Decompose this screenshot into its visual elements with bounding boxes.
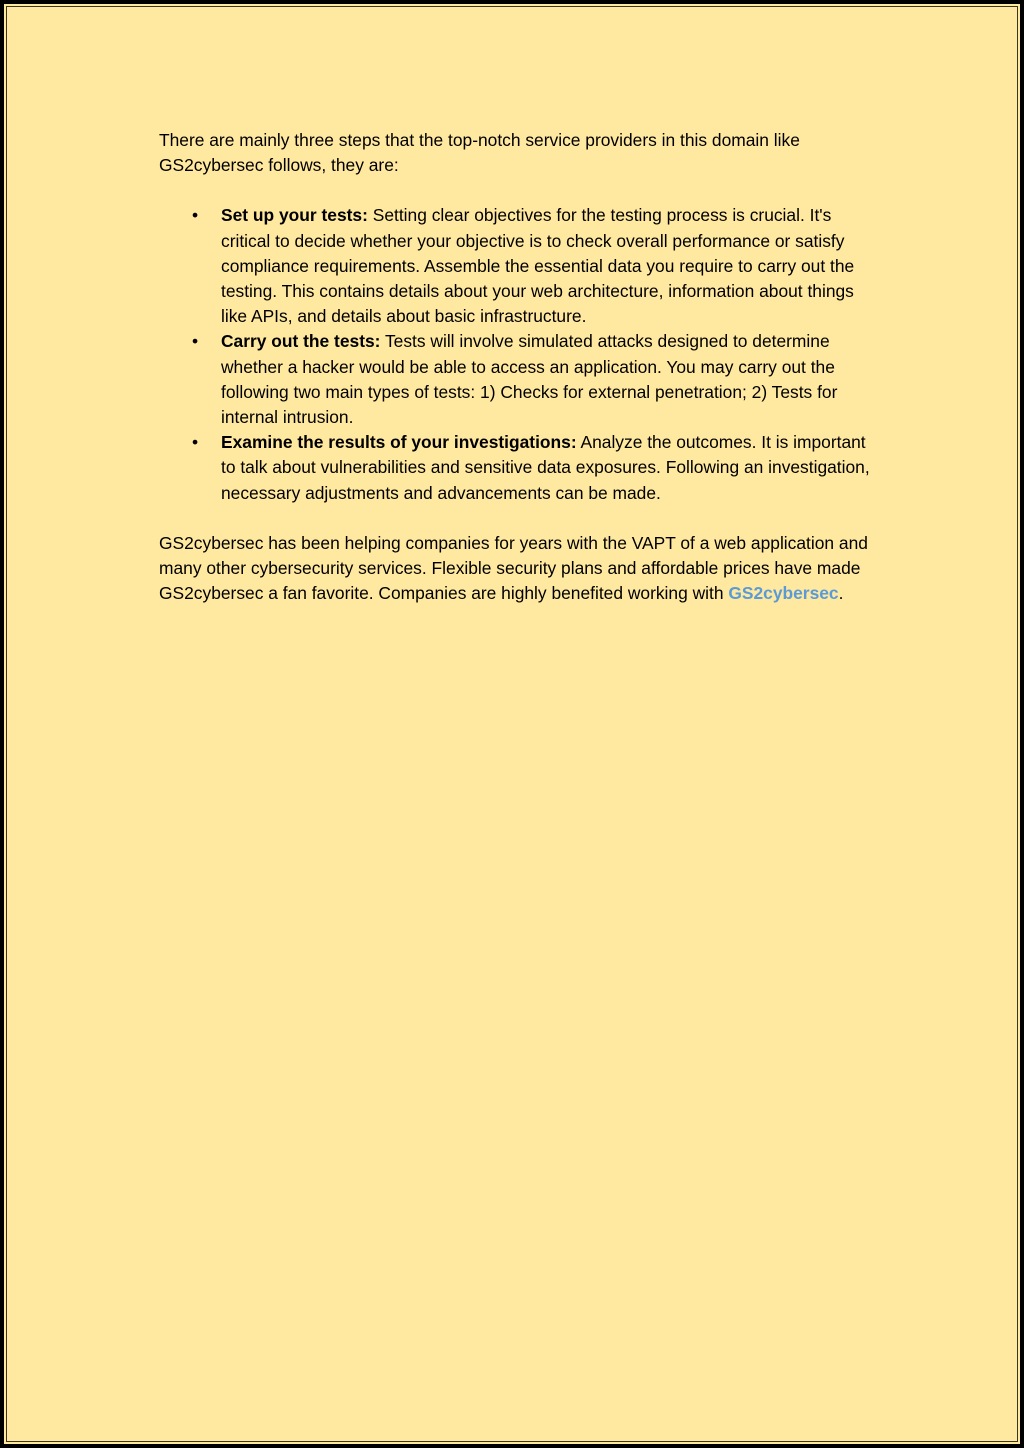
document-body bbox=[159, 128, 879, 606]
gs2cybersec-link[interactable]: GS2cybersec bbox=[728, 583, 839, 604]
step-body: Analyze the outcomes. It is important to talk about vulnerabilities and sensitive data exposures. Following an investigation, necessary adjustments and advancements can be made. bbox=[221, 432, 870, 503]
bullet-icon: • bbox=[191, 205, 199, 226]
list-item bbox=[159, 203, 879, 329]
intro-paragraph: There are mainly three steps that the top-notch service providers in this domain like GS2cybersec follows, they are: bbox=[159, 130, 800, 176]
list-item bbox=[159, 329, 879, 430]
bullet-icon: • bbox=[191, 432, 199, 453]
step-title: Examine the results of your investigations: bbox=[221, 432, 577, 453]
closing-text: GS2cybersec has been helping companies for years with the VAPT of a web application and many other cybersecurity services. Flexible security plans and affordable prices have made GS2cybersec a fan favorite. Companies are highly benefited working with bbox=[159, 532, 868, 604]
closing-period: . bbox=[838, 583, 844, 604]
step-body: Setting clear objectives for the testing process is crucial. It's critical to decide whether your objective is to check overall performance or satisfy compliance requirements. Assemble the essential data you require to carry out the testing. This contains details about your web architecture, information about things like APIs, and details about basic infrastructure. bbox=[221, 205, 855, 327]
step-title: Carry out the tests: bbox=[221, 331, 381, 352]
list-item bbox=[159, 430, 879, 506]
closing-paragraph bbox=[159, 531, 879, 607]
step-title: Set up your tests: bbox=[221, 205, 368, 226]
steps-list bbox=[159, 203, 879, 505]
step-body: Tests will involve simulated attacks designed to determine whether a hacker would be able to access an application. You may carry out the following two main types of tests: 1) Checks for external penetration; 2) Tests for internal intrusion. bbox=[221, 331, 838, 428]
bullet-icon: • bbox=[191, 331, 199, 352]
